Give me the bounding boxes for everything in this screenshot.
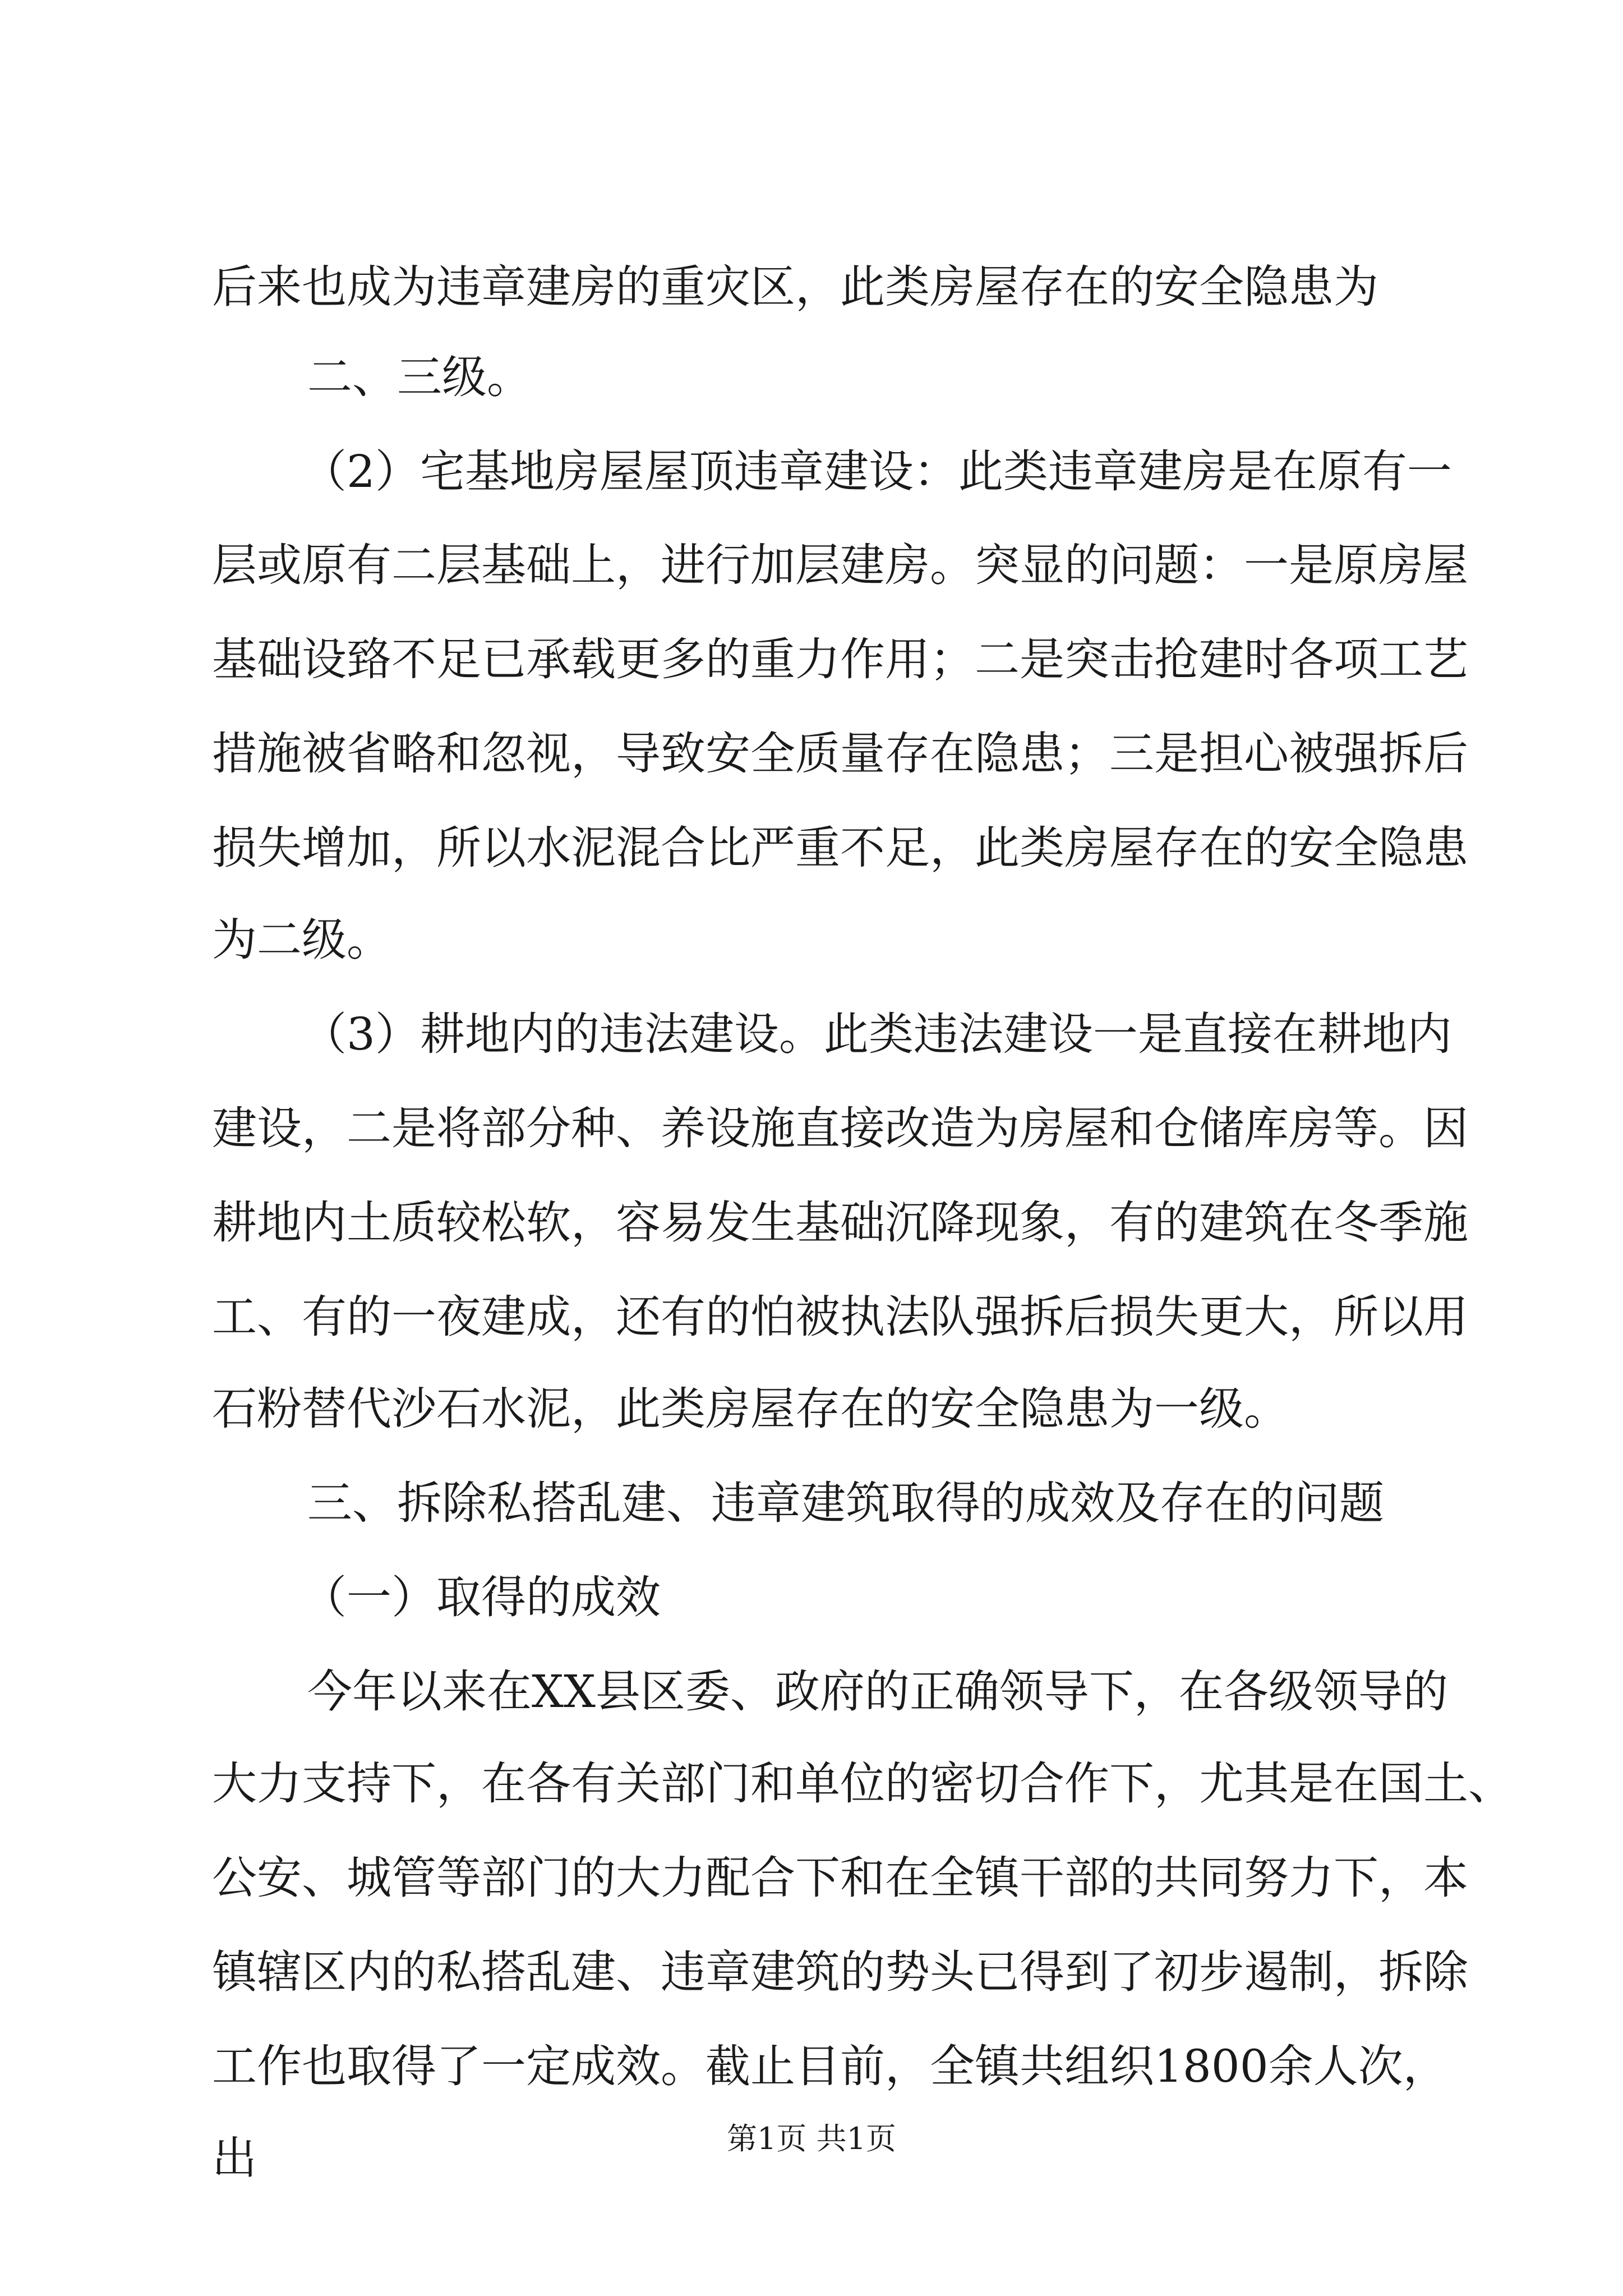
text-line: 耕地内土质较松软，容易发生基础沉降现象，有的建筑在冬季施 <box>212 1197 1468 1249</box>
text-line: 层或原有二层基础上，进行加层建房。突显的问题：一是原房屋 <box>212 539 1468 591</box>
text-line: 后来也成为违章建房的重灾区，此类房屋存在的安全隐患为 <box>212 261 1378 313</box>
section-heading: 三、拆除私搭乱建、违章建筑取得的成效及存在的问题 <box>307 1477 1384 1529</box>
text-line: 二、三级。 <box>307 351 532 403</box>
text-line: 建设，二是将部分种、养设施直接改造为房屋和仓储库房等。因 <box>212 1102 1468 1154</box>
text-line: 工、有的一夜建成，还有的怕被执法队强拆后损失更大，所以用 <box>212 1291 1468 1343</box>
text-line: 石粉替代沙石水泥，此类房屋存在的安全隐患为一级。 <box>212 1383 1289 1435</box>
text-line: （3）耕地内的违法建设。此类违法建设一是直接在耕地内 <box>302 1008 1452 1060</box>
text-line: 措施被省略和忽视，导致安全质量存在隐患；三是担心被强拆后 <box>212 728 1468 780</box>
text-line: 公安、城管等部门的大力配合下和在全镇干部的共同努力下，本 <box>212 1852 1468 1904</box>
text-line: 镇辖区内的私搭乱建、违章建筑的势头已得到了初步遏制，拆除 <box>212 1946 1468 1998</box>
subsection-heading: （一）取得的成效 <box>302 1571 661 1623</box>
text-line: （2）宅基地房屋屋顶违章建设：此类违章建房是在原有一 <box>302 445 1452 498</box>
text-line: 基础设臵不足已承载更多的重力作用；二是突击抢建时各项工艺 <box>212 633 1468 685</box>
text-line: 出 <box>212 2132 257 2184</box>
text-line: 今年以来在XX县区委、政府的正确领导下，在各级领导的 <box>307 1665 1448 1718</box>
text-line: 为二级。 <box>212 914 391 966</box>
text-line: 工作也取得了一定成效。截止目前，全镇共组织1800余人次， <box>212 2040 1448 2092</box>
page-number-footer: 第1页 共1页 <box>727 2121 896 2156</box>
text-line: 大力支持下，在各有关部门和单位的密切合作下，尤其是在国土、 <box>212 1757 1513 1810</box>
text-line: 损失增加，所以水泥混合比严重不足，此类房屋存在的安全隐患 <box>212 822 1468 874</box>
